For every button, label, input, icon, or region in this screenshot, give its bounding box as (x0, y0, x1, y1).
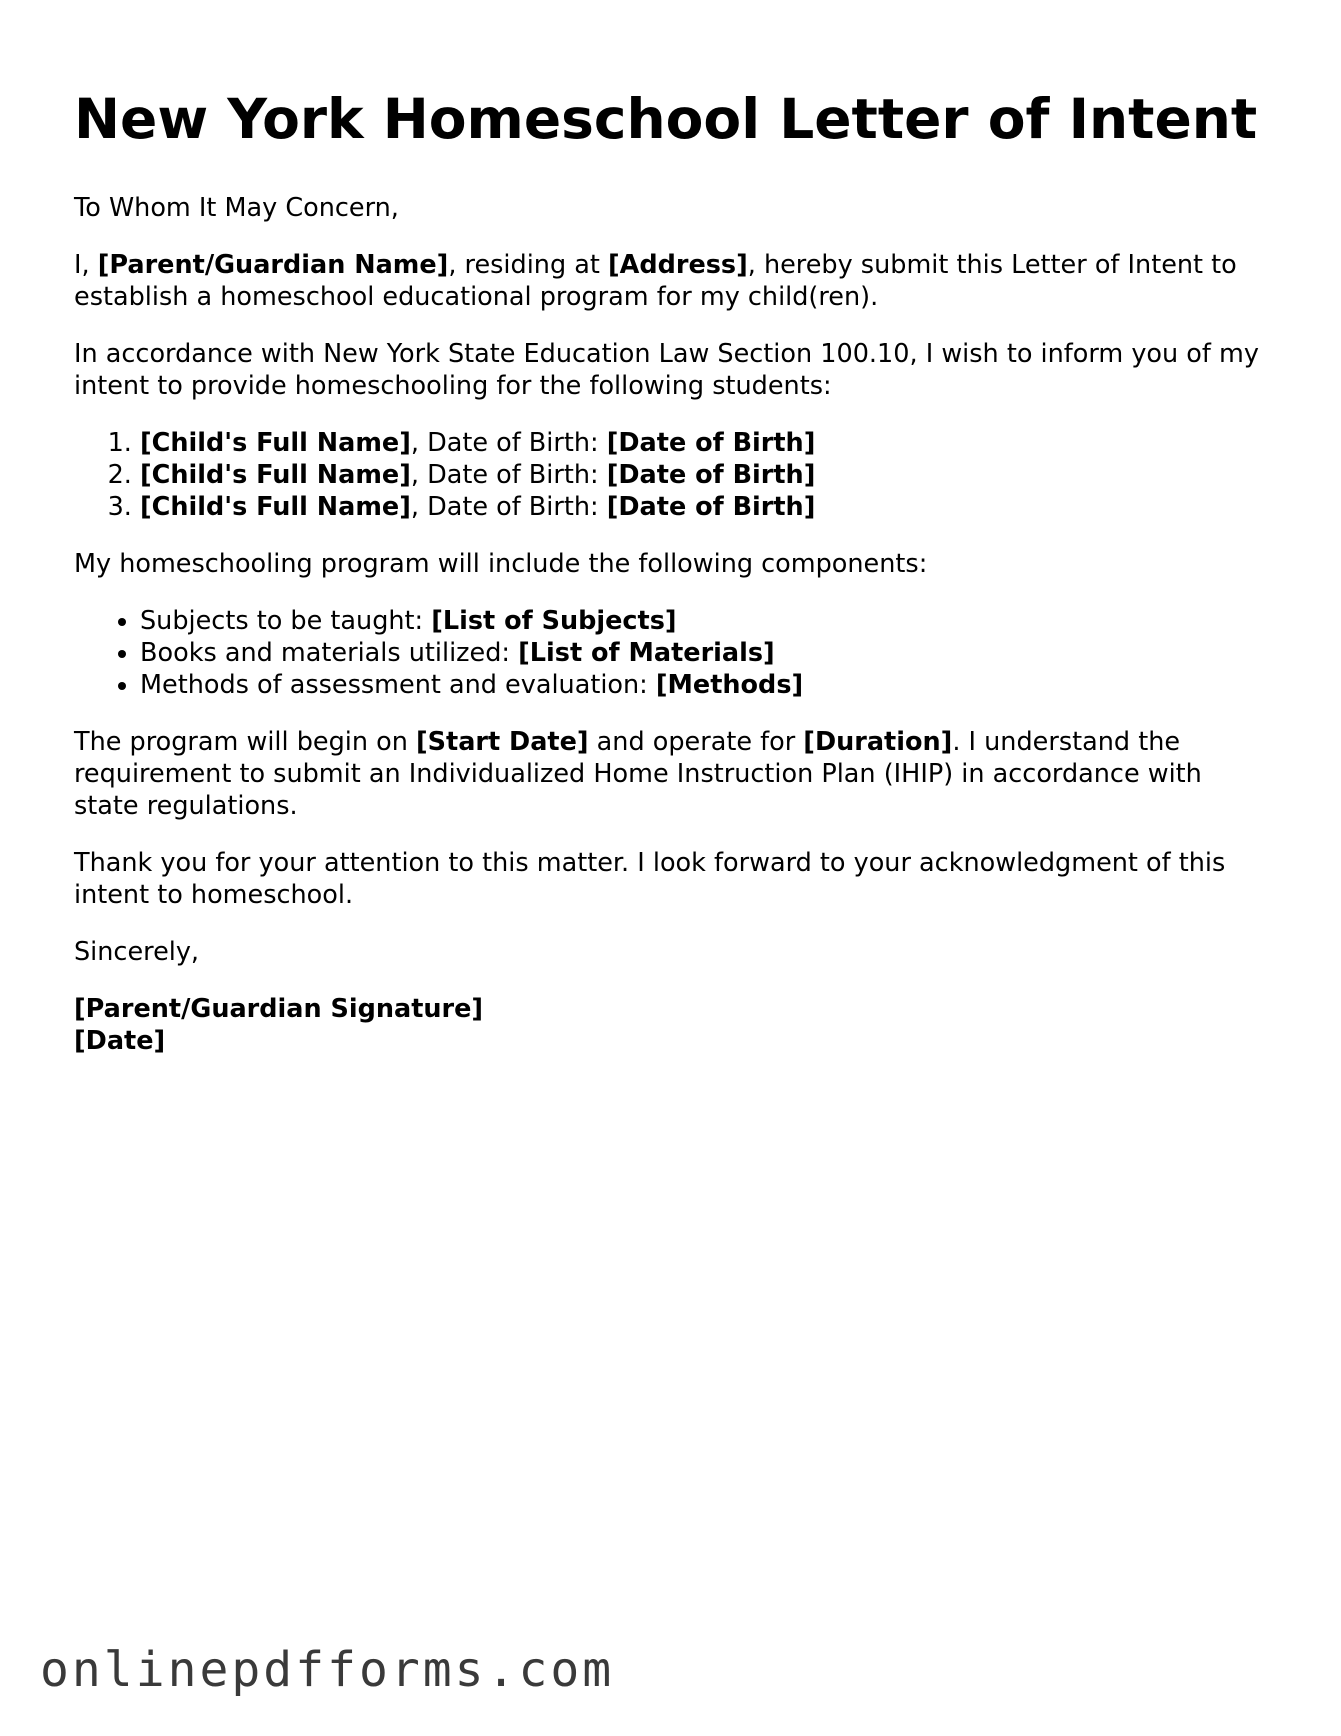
component-placeholder: [List of Subjects] (431, 606, 677, 636)
intro-text-3: , hereby submit this Letter of Intent to establish a homeschool educational program for my child(ren). (74, 250, 1237, 312)
signature-placeholder: [Parent/Guardian Signature] (74, 994, 484, 1024)
program-text-2: and operate for (588, 727, 804, 757)
program-text-1: The program will begin on (74, 727, 416, 757)
accordance-paragraph: In accordance with New York State Education Law Section 100.10, I wish to inform you of my intent to provide homeschooling for the following students: (74, 339, 1259, 401)
program-paragraph (74, 726, 1274, 822)
intro-paragraph (74, 249, 1274, 313)
duration-placeholder: [Duration] (803, 727, 953, 757)
parent-name-placeholder: [Parent/Guardian Name] (97, 250, 449, 280)
component-item (140, 669, 1274, 701)
component-item (140, 637, 1274, 669)
student-item (140, 427, 1274, 459)
intro-text-1: I, (74, 250, 98, 280)
component-label: Subjects to be taught: (140, 606, 432, 636)
date-placeholder: [Date] (74, 1026, 166, 1056)
student-item (140, 459, 1274, 491)
letter-page (74, 86, 1274, 1082)
start-date-placeholder: [Start Date] (415, 727, 589, 757)
dob-placeholder: [Date of Birth] (606, 492, 816, 522)
component-placeholder: [Methods] (655, 670, 804, 700)
dob-label: , Date of Birth: (410, 460, 607, 490)
components-list (74, 605, 1274, 701)
child-name-placeholder: [Child's Full Name] (140, 428, 411, 458)
page-title: New York Homeschool Letter of Intent (74, 87, 1258, 151)
closing: Sincerely, (74, 937, 200, 967)
dob-label: , Date of Birth: (410, 492, 607, 522)
dob-placeholder: [Date of Birth] (606, 428, 816, 458)
signature-block (74, 993, 1274, 1057)
dob-placeholder: [Date of Birth] (606, 460, 816, 490)
component-label: Books and materials utilized: (140, 638, 519, 668)
child-name-placeholder: [Child's Full Name] (140, 460, 411, 490)
intro-text-2: , residing at (448, 250, 608, 280)
child-name-placeholder: [Child's Full Name] (140, 492, 411, 522)
address-placeholder: [Address] (607, 250, 748, 280)
dob-label: , Date of Birth: (410, 428, 607, 458)
watermark-text: onlinepdfforms.com (40, 1642, 615, 1698)
component-item (140, 605, 1274, 637)
components-intro: My homeschooling program will include the following components: (74, 549, 928, 579)
thanks-paragraph: Thank you for your attention to this matter. I look forward to your acknowledgment of this intent to homeschool. (74, 848, 1226, 910)
component-label: Methods of assessment and evaluation: (140, 670, 656, 700)
program-text-3: . I understand the requirement to submit an Individualized Home Instruction Plan (IHIP) in accordance with state regulations. (74, 727, 1202, 821)
salutation: To Whom It May Concern, (74, 193, 399, 223)
component-placeholder: [List of Materials] (518, 638, 775, 668)
students-list (74, 427, 1274, 523)
student-item (140, 491, 1274, 523)
